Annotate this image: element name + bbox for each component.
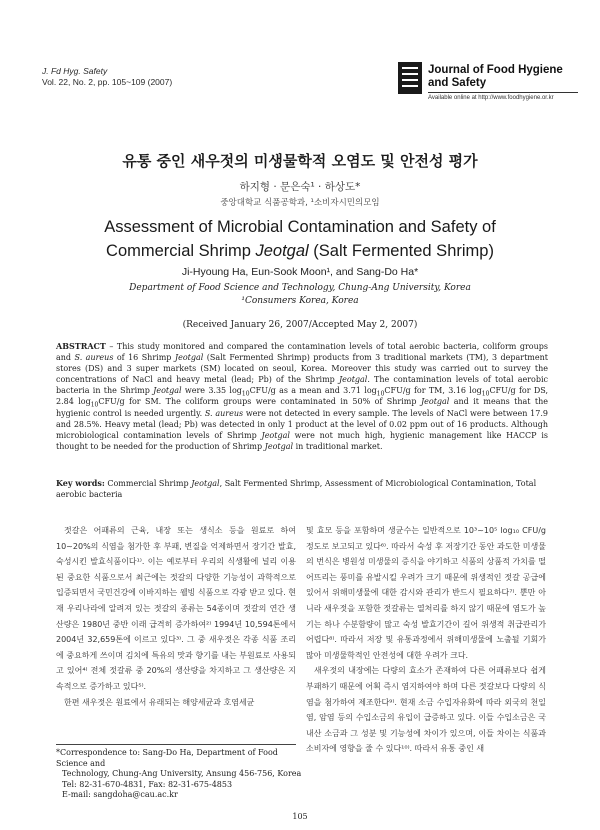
title-italic: Jeotgal — [255, 242, 309, 260]
journal-logo-icon — [398, 62, 422, 94]
log-subscript: 10 — [241, 390, 250, 398]
page-number: 105 — [292, 812, 308, 821]
keywords-label: Key words: — [56, 478, 105, 488]
body-paragraph: 한편 새우젓은 원료에서 유래되는 해양세균과 호염세균 — [64, 697, 255, 707]
abstract-italic: S. aureus — [204, 408, 244, 418]
keywords-text: , Salt Fermented Shrimp, Assessment of Microbiological Contamination, Total aerobic bacteria — [56, 479, 537, 500]
footnote-line: Tel: 82-31-670-4831, Fax: 82-31-675-4853 — [62, 779, 233, 789]
footnote-line: E-mail: sangdoha@cau.ac.kr — [62, 790, 178, 799]
journal-name-line2: and Safety — [428, 77, 487, 89]
abstract-italic: Jeotgal — [264, 441, 294, 451]
abstract-text: CFU/g for SM. The coliform groups were contaminated in 50% of Shrimp — [98, 397, 421, 407]
body-right-column — [306, 523, 546, 757]
abstract-label: ABSTRACT — [56, 341, 106, 351]
title-text-post: (Salt Fermented Shrimp) — [308, 242, 494, 260]
title-text: Commercial Shrimp — [106, 242, 256, 260]
keywords-text: Commercial Shrimp — [104, 479, 192, 488]
journal-name-line1: Journal of Food Hygiene — [428, 64, 563, 76]
body-paragraph: 새우젓의 내장에는 다량의 효소가 존재하여 다른 어패류보다 쉽게 부패하기 때문에 어획 즉시 염지하여야 하며 다른 젓갈보다 다량의 식염을 첨가하여 제조한다⁹⁾. 현재 소금 수입자유화에 따라 외국의 천일염, 암염 등의 수입소금의 유입이 급증하고 있다. 이들 수입소금은 국내산 소금과 그 성분 및 기능성에 차이가 있으며, 이들 차이는 식품과 소비자에 영향을 줄 수 있다¹⁰⁾. 따라서 유통 중인 새 — [306, 666, 546, 754]
abstract-italic: Jeotgal — [174, 353, 204, 363]
abstract-text: CFU/g as a mean and 3.71 log — [249, 386, 377, 396]
footnote-rule — [56, 744, 296, 745]
abstract-text: were not much high, hygienic management like HACCP is thought to be needed for the production of Shrimp — [56, 430, 548, 451]
footnote-line: *Correspondence to: Sang-Do Ha, Department of Food Science and — [56, 748, 278, 768]
english-title-line1: Assessment of Microbial Contamination and Safety of — [104, 218, 496, 236]
abstract-text: . The contamination levels of total aerobic bacteria in the Shrimp — [56, 375, 548, 396]
journal-abbrev: J. Fd Hyg. Safety — [42, 66, 108, 76]
abstract-italic: Jeotgal — [153, 386, 182, 396]
abstract-italic: Jeotgal — [338, 375, 368, 385]
log-subscript: 10 — [376, 390, 385, 398]
abstract-text: (Salt Fermented Shrimp) products from 3 traditional markets (TM), 3 department stores (DS) and 3 super markets (SM) located on seoul, Korea. Moreover this study was carried out to survey the concentrations of NaCl and heavy metal (lead; Pb) of the Shrimp — [56, 353, 548, 385]
log-subscript: 10 — [481, 390, 490, 398]
english-title-line2 — [0, 239, 600, 263]
journal-volume-line: Vol. 22, No. 2, pp. 105~109 (2007) — [42, 77, 173, 87]
english-title — [0, 215, 600, 263]
abstract-italic: S. aureus — [74, 353, 114, 363]
korean-title: 유통 중인 새우젓의 미생물학적 오염도 및 안전성 평가 — [122, 152, 478, 170]
keywords — [56, 478, 548, 500]
body-paragraph: 및 효모 등을 포함하며 생균수는 일반적으로 10³~10⁵ log₁₀ CFU/g 정도로 보고되고 있다⁶⁾. 따라서 숙성 후 저장기간 동안 과도한 미생물의 번식은 병원성 미생물의 증식을 야기하고 식품의 상품적 가치를 떨어뜨리는 풍미를 유발시킬 우려가 크기 때문에 위생적인 젓갈 공급에 있어서 위해미생물에 대한 감시와 관리가 반드시 필요하다⁷⁾. 뿐만 아니라 새우젓을 포함한 젓갈류는 열처리를 하지 않기 때문에 염도가 높기는 하나 수분함량이 많고 숙성 발효기간이 길어 위생적 취급관리가 어렵다⁸⁾. 따라서 저장 및 유통과정에서 위해미생물에 노출될 기회가 많아 미생물학적인 안전성에 대한 우려가 크다. — [306, 526, 546, 660]
footnote-line: Technology, Chung-Ang University, Ansung 456-756, Korea — [62, 769, 302, 778]
abstract — [56, 341, 548, 452]
journal-name — [428, 64, 563, 90]
abstract-text: CFU/g for TM, 3.16 log — [384, 386, 482, 396]
body-left-column — [56, 523, 296, 710]
journal-header-rule — [428, 92, 578, 93]
abstract-text: were 3.35 log — [181, 386, 242, 396]
journal-url: Available online at http://www.foodhygiene.or.kr — [428, 95, 554, 101]
body-paragraph: 젓갈은 어패류의 근육, 내장 또는 생식소 등을 원료로 하여 10~20%의 식염을 첨가한 후 부패, 변질을 억제하면서 장기간 발효, 숙성시킨 발효식품이다¹⁾. 이는 예로부터 우리의 식생활에 널리 이용된 중요한 식품으로서 최근에는 젓갈의 다양한 기능성이 과학적으로 입증되면서 국민건강에 이바지하는 웰빙 식품으로 각광 받고 있다. 현재 우리나라에 알려져 있는 젓갈의 종류는 54종이며 젓갈의 연간 생산량은 1980년 중반 이래 급격히 증가하여²⁾ 1994년 10,594톤에서 2004년 32,659톤에 이르고 있다³⁾. 그 중 새우젓은 각종 식품 조리에 중요하게 쓰이며 김치에 특유의 맛과 향기를 내는 부원료로 사용되고 있어⁴⁾ 전체 젓갈류 중 20%의 생산량을 차지하고 그 생산량은 지속적으로 증가하고 있다⁵⁾. — [56, 526, 296, 691]
abstract-text: – This study monitored and compared the contamination levels of total aerobic bacteria, coliform groups and — [56, 342, 548, 363]
english-affiliation — [0, 282, 600, 307]
korean-authors: 하지형 · 문은숙¹ · 하상도* — [239, 181, 361, 193]
abstract-text: in traditional market. — [293, 441, 383, 451]
english-affiliation-2: ¹Consumers Korea, Korea — [241, 295, 359, 306]
english-authors: Ji-Hyoung Ha, Eun-Sook Moon¹, and Sang-Do Ha* — [181, 266, 419, 278]
abstract-italic: Jeotgal — [420, 397, 450, 407]
received-dates: (Received January 26, 2007/Accepted May 2, 2007) — [182, 320, 418, 330]
abstract-text: of 16 Shrimp — [113, 353, 175, 363]
correspondence-footnote — [56, 748, 306, 801]
abstract-italic: Jeotgal — [261, 430, 290, 440]
abstract-text: CFU/g for DS, 2.84 log — [56, 386, 549, 407]
keywords-italic: Jeotgal — [191, 479, 220, 488]
korean-affiliation: 중앙대학교 식품공학과, ¹소비자시민의모임 — [220, 198, 380, 208]
abstract-text: were not detected in every sample. The levels of NaCl were between 17.9 and 28.5%. Heavy metal (lead; Pb) was detected in only 1 product at the level of 0.02 ppm out of 16 products. Although microbiological contamination levels of Shrimp — [56, 408, 548, 440]
english-affiliation-1: Department of Food Science and Technology, Chung-Ang University, Korea — [129, 283, 471, 293]
journal-citation — [42, 66, 172, 88]
abstract-text: and it means that the hygienic control is needed urgently. — [56, 397, 548, 418]
log-subscript: 10 — [90, 402, 99, 410]
